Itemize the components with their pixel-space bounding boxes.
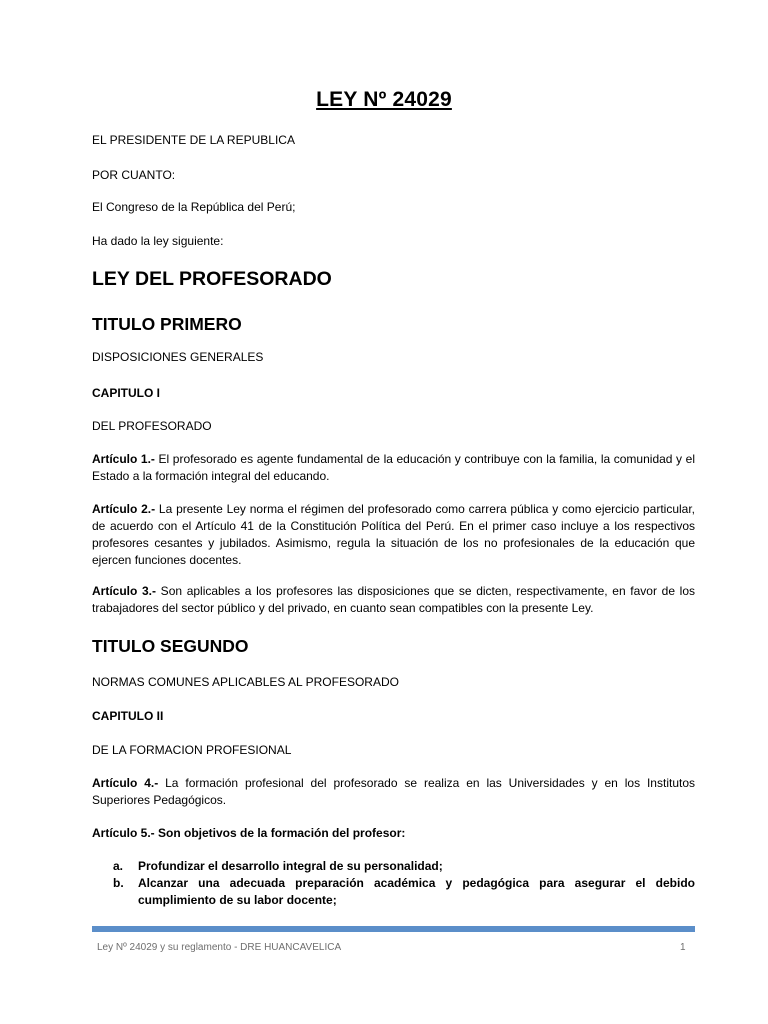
article-4-label: Artículo 4.-: [92, 776, 159, 790]
list-text-a: Profundizar el desarrollo integral de su personalidad;: [138, 859, 443, 873]
footer-divider-bar: [92, 926, 695, 932]
article-5-text: Son objetivos de la formación del profesor:: [154, 826, 406, 840]
article-5-label: Artículo 5.-: [92, 826, 155, 840]
article-3-label: Artículo 3.-: [92, 584, 157, 598]
article-4-paragraph: [92, 775, 695, 809]
article-4-text: La formación profesional del profesorado se realiza en las Universidades y en los Institutos Superiores Pedagógicos.: [92, 776, 695, 807]
normas-comunes-subheading: NORMAS COMUNES APLICABLES AL PROFESORADO: [92, 675, 399, 689]
article-1-text: El profesorado es agente fundamental de la educación y contribuye con la familia, la comunidad y el Estado a la formación integral del educando.: [92, 452, 695, 483]
article-1-label: Artículo 1.-: [92, 452, 155, 466]
article-2-text: La presente Ley norma el régimen del profesorado como carrera pública y como ejercicio particular, de acuerdo con el Artículo 41 de la Constitución Política del Perú. En el primer caso incluye a los respectivos profesores cesantes y jubilados. Asimismo, regula la situación de los no profesionales de la educación que ejercen funciones docentes.: [92, 502, 696, 567]
article-5-paragraph: [92, 825, 695, 842]
list-marker-a: a.: [113, 859, 124, 873]
congreso-line: El Congreso de la República del Perú;: [92, 200, 296, 214]
titulo-segundo-heading: TITULO SEGUNDO: [92, 636, 249, 656]
capitulo-i-heading: CAPITULO I: [92, 386, 160, 400]
article-2-label: Artículo 2.-: [92, 502, 156, 516]
footer-text: Ley Nº 24029 y su reglamento - DRE HUANCAVELICA: [97, 942, 342, 953]
capitulo-ii-heading: CAPITULO II: [92, 709, 164, 723]
footer-page-number: 1: [680, 942, 686, 953]
article-3-text: Son aplicables a los profesores las disposiciones que se dicten, respectivamente, en favor de los trabajadores del sector público y del privado, en cuanto sean compatibles con la presente Ley.: [92, 584, 695, 615]
titulo-primero-heading: TITULO PRIMERO: [92, 314, 242, 334]
disposiciones-generales-subheading: DISPOSICIONES GENERALES: [92, 350, 264, 364]
list-text-b: Alcanzar una adecuada preparación académica y pedagógica para asegurar el debido cumplimiento de su labor docente;: [138, 876, 695, 907]
article-1-paragraph: [92, 451, 695, 485]
por-cuanto-line: POR CUANTO:: [92, 168, 176, 182]
del-profesorado-subheading: DEL PROFESORADO: [92, 419, 212, 433]
presidente-line: EL PRESIDENTE DE LA REPUBLICA: [92, 133, 295, 147]
formacion-profesional-subheading: DE LA FORMACION PROFESIONAL: [92, 743, 292, 757]
document-title: LEY Nº 24029: [316, 88, 452, 111]
article-3-paragraph: [92, 583, 695, 617]
list-marker-b: b.: [113, 876, 124, 890]
law-title-heading: LEY DEL PROFESORADO: [92, 268, 332, 290]
article-2-paragraph: [92, 501, 695, 569]
ha-dado-line: Ha dado la ley siguiente:: [92, 234, 224, 248]
